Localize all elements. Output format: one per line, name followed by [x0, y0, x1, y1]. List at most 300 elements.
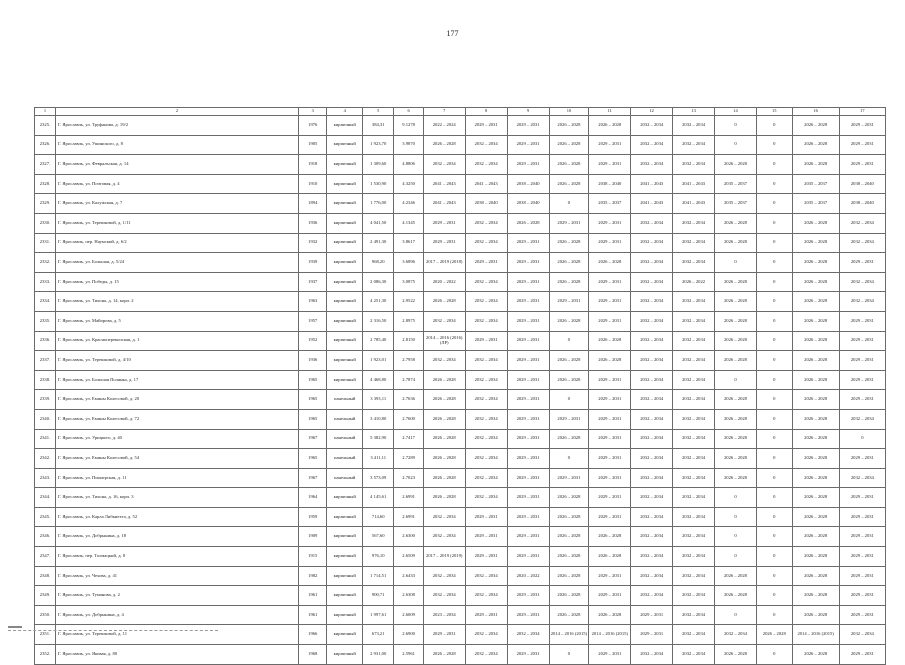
- table-cell: 2032 – 2034: [673, 468, 715, 488]
- table-cell: 2038 – 2040: [507, 194, 549, 214]
- table-cell: 2032 – 2034: [673, 213, 715, 233]
- table-cell: 3.8617: [394, 233, 423, 253]
- table-cell: 2029 – 2031: [589, 488, 631, 508]
- table-cell: 4 251,30: [363, 292, 394, 312]
- table-cell: 1936: [299, 213, 327, 233]
- table-cell: 2026 – 2028: [792, 645, 839, 665]
- table-cell: 2 316,50: [363, 311, 394, 331]
- table-cell: 2029 – 2031: [507, 370, 549, 390]
- table-cell: 1909: [299, 527, 327, 547]
- table-cell: 0: [756, 449, 792, 469]
- table-cell: 1 997,61: [363, 605, 394, 625]
- table-cell: 2032 – 2034: [423, 586, 465, 606]
- table-cell: 2032 – 2034: [631, 311, 673, 331]
- address-cell: Г. Ярославль, ул. Тихона, д. 14, корп. 2: [55, 292, 298, 312]
- table-cell: 1965: [299, 449, 327, 469]
- table-cell: 2026 – 2028: [549, 488, 589, 508]
- table-cell: 4.8806: [394, 155, 423, 175]
- table-cell: 2032 – 2034: [631, 213, 673, 233]
- table-cell: 2029 – 2031: [589, 311, 631, 331]
- table-cell: 1 923,70: [363, 135, 394, 155]
- address-cell: Г. Ярославль, пер. Толмацкий, д. 8: [55, 547, 298, 567]
- column-number-cell: 6: [394, 108, 423, 116]
- table-cell: 2029 – 2031: [507, 409, 549, 429]
- table-cell: 2029 – 2031: [839, 331, 885, 351]
- table-cell: 2.6509: [394, 547, 423, 567]
- table-cell: 2032 – 2034: [465, 429, 507, 449]
- table-cell: 2029 – 2031: [465, 547, 507, 567]
- table-cell: 2032 – 2034: [673, 429, 715, 449]
- table-cell: 3 573,09: [363, 468, 394, 488]
- table-cell: 2029 – 2031: [507, 527, 549, 547]
- table-cell: 2.6433: [394, 566, 423, 586]
- table-row: [35, 625, 886, 645]
- table-row: [35, 331, 886, 351]
- table-cell: 4.3250: [394, 174, 423, 194]
- table-cell: 2346.: [35, 527, 56, 547]
- table-cell: 0: [756, 507, 792, 527]
- table-cell: 2331.: [35, 233, 56, 253]
- table-cell: 2029 – 2031: [589, 213, 631, 233]
- table-cell: 2032 – 2034: [673, 253, 715, 273]
- address-cell: Г. Ярославль, ул. Урицкого, д. 40: [55, 429, 298, 449]
- table-cell: 2022 – 2024: [423, 116, 465, 136]
- table-cell: 2029 – 2031: [839, 645, 885, 665]
- table-cell: 2026 – 2028: [423, 429, 465, 449]
- table-cell: 2032 – 2034: [465, 566, 507, 586]
- table-cell: 2029 – 2031: [507, 488, 549, 508]
- table-cell: 3.6896: [394, 253, 423, 273]
- table-cell: 2026 – 2028: [792, 566, 839, 586]
- table-cell: 2041 – 2043: [465, 174, 507, 194]
- table-cell: 2032 – 2034: [673, 586, 715, 606]
- table-cell: 2029 – 2031: [549, 409, 589, 429]
- table-cell: кирпичный: [327, 194, 363, 214]
- column-number-row: [35, 108, 886, 116]
- table-cell: 0: [756, 409, 792, 429]
- address-cell: Г. Ярославль, ул. Яковая, д. 80: [55, 645, 298, 665]
- table-cell: 1982: [299, 566, 327, 586]
- table-cell: 2032 – 2034: [631, 116, 673, 136]
- table-cell: 2032 – 2034: [465, 292, 507, 312]
- table-cell: 0: [549, 331, 589, 351]
- table-cell: 2032 – 2034: [673, 135, 715, 155]
- table-cell: 2032 – 2034: [465, 155, 507, 175]
- table-cell: 2020 – 2022: [423, 272, 465, 292]
- table-cell: 2026 – 2028: [715, 233, 757, 253]
- table-cell: 2026 – 2028: [715, 390, 757, 410]
- table-row: [35, 311, 886, 331]
- address-cell: Г. Ярославль, пер. Наумский, д. 6/2: [55, 233, 298, 253]
- table-cell: 2029 – 2031: [839, 488, 885, 508]
- table-cell: 2023 – 2034: [423, 605, 465, 625]
- table-cell: 2029 – 2031: [839, 566, 885, 586]
- table-cell: 2029 – 2031: [507, 135, 549, 155]
- table-cell: 2029 – 2031: [839, 390, 885, 410]
- table-cell: 2029 – 2031: [507, 468, 549, 488]
- table-cell: 2.7636: [394, 390, 423, 410]
- table-cell: 2035 – 2037: [792, 194, 839, 214]
- table-cell: кирпичный: [327, 174, 363, 194]
- table-cell: 0: [715, 488, 757, 508]
- table-cell: 2026 – 2028: [715, 331, 757, 351]
- table-cell: 2026 – 2028: [423, 292, 465, 312]
- table-cell: 2026 – 2028: [792, 390, 839, 410]
- table-row: [35, 605, 886, 625]
- table-cell: 2032 – 2034: [631, 390, 673, 410]
- table-cell: 900,71: [363, 586, 394, 606]
- table-cell: 2038 – 2040: [839, 174, 885, 194]
- table-cell: 1963: [299, 292, 327, 312]
- table-cell: 0: [549, 390, 589, 410]
- table-cell: 0: [839, 429, 885, 449]
- table-cell: 2026 – 2028: [715, 409, 757, 429]
- address-cell: Г. Ярославль, ул. Емины Колесовой, д. 54: [55, 449, 298, 469]
- table-cell: 2032 – 2034: [423, 351, 465, 371]
- table-cell: панельный: [327, 429, 363, 449]
- table-cell: 2029 – 2031: [465, 527, 507, 547]
- table-cell: 2 491,30: [363, 233, 394, 253]
- table-cell: 2035 – 2037: [715, 174, 757, 194]
- column-number-cell: 2: [55, 108, 298, 116]
- table-cell: 2032 – 2034: [423, 566, 465, 586]
- table-cell: 2032 – 2034: [465, 351, 507, 371]
- table-cell: 714,60: [363, 507, 394, 527]
- table-cell: 2032 – 2034: [631, 449, 673, 469]
- table-cell: 2032 – 2034: [631, 233, 673, 253]
- table-row: [35, 488, 886, 508]
- column-number-cell: 16: [792, 108, 839, 116]
- table-cell: 2032 – 2034: [423, 527, 465, 547]
- table-cell: 2.5961: [394, 645, 423, 665]
- table-cell: 2336.: [35, 331, 56, 351]
- table-cell: 2351.: [35, 625, 56, 645]
- table-cell: 2026 – 2028: [423, 390, 465, 410]
- table-cell: 2026 – 2028: [792, 507, 839, 527]
- table-cell: 0: [756, 351, 792, 371]
- table-cell: кирпичный: [327, 116, 363, 136]
- table-cell: кирпичный: [327, 370, 363, 390]
- table-cell: 4.1345: [394, 213, 423, 233]
- table-cell: 1961: [299, 586, 327, 606]
- table-cell: кирпичный: [327, 253, 363, 273]
- address-cell: Г. Ярославль, ул. Добрынина, д. 4: [55, 605, 298, 625]
- table-cell: 2029 – 2031: [839, 311, 885, 331]
- table-cell: 1964: [299, 488, 327, 508]
- column-number-cell: 8: [465, 108, 507, 116]
- table-cell: 2026 – 2028: [423, 409, 465, 429]
- table-cell: 2032 – 2034: [465, 311, 507, 331]
- table-cell: 2032 – 2034: [631, 272, 673, 292]
- table-cell: 2026 – 2028: [589, 351, 631, 371]
- table-cell: 2032 – 2034: [631, 429, 673, 449]
- table-cell: 2352.: [35, 645, 56, 665]
- table-cell: 2032 – 2034: [631, 645, 673, 665]
- table-cell: 2029 – 2031: [549, 468, 589, 488]
- table-row: [35, 194, 886, 214]
- table-cell: 2026 – 2028: [792, 370, 839, 390]
- table-cell: 2026 – 2028: [715, 311, 757, 331]
- table-cell: 2038 – 2040: [507, 174, 549, 194]
- table-cell: 2029 – 2031: [507, 253, 549, 273]
- table-cell: 2026 – 2028: [549, 272, 589, 292]
- table-cell: 3 393,11: [363, 390, 394, 410]
- table-cell: 2.6009: [394, 605, 423, 625]
- table-cell: 2032 – 2034: [631, 370, 673, 390]
- table-cell: 2032 – 2034: [465, 370, 507, 390]
- table-cell: 2032 – 2034: [423, 507, 465, 527]
- table-cell: 0: [756, 547, 792, 567]
- table-cell: 2026 – 2028: [792, 409, 839, 429]
- table-cell: 2026 – 2028: [549, 429, 589, 449]
- table-cell: 2.6300: [394, 527, 423, 547]
- table-cell: 2026 – 2028: [589, 547, 631, 567]
- table-cell: 2026 – 2028: [549, 507, 589, 527]
- table-cell: 1905: [299, 135, 327, 155]
- table-cell: 2026 – 2028: [549, 116, 589, 136]
- table-cell: 2032 – 2034: [631, 468, 673, 488]
- table-cell: 2029 – 2031: [507, 116, 549, 136]
- table-cell: 4 041,50: [363, 213, 394, 233]
- table-cell: 0: [715, 605, 757, 625]
- table-cell: 2026 – 2028: [715, 566, 757, 586]
- table-cell: 2029 – 2031: [465, 253, 507, 273]
- table-cell: 0: [756, 116, 792, 136]
- table-cell: 2032 – 2034: [631, 488, 673, 508]
- table-cell: 1967: [299, 429, 327, 449]
- table-cell: 0: [756, 429, 792, 449]
- table-cell: 2026 – 2028: [715, 213, 757, 233]
- table-cell: 2.7874: [394, 370, 423, 390]
- table-cell: 2032 – 2034: [631, 155, 673, 175]
- table-cell: 2032 – 2034: [839, 272, 885, 292]
- table-cell: 2032 – 2034: [631, 409, 673, 429]
- address-cell: Г. Ярославль, ул. Добрынина, д. 18: [55, 527, 298, 547]
- table-cell: кирпичный: [327, 351, 363, 371]
- table-cell: 0: [756, 135, 792, 155]
- address-cell: Г. Ярославль, ул. Большая Полянка, д. 17: [55, 370, 298, 390]
- table-cell: 2020 – 2022: [507, 566, 549, 586]
- table-cell: 2335.: [35, 311, 56, 331]
- table-cell: 2029 – 2031: [839, 135, 885, 155]
- table-cell: 2032 – 2034: [839, 233, 885, 253]
- table-cell: 2029 – 2031: [465, 331, 507, 351]
- table-cell: 1 714,51: [363, 566, 394, 586]
- table-cell: 2032 – 2034: [839, 213, 885, 233]
- table-cell: 2026 – 2028: [792, 272, 839, 292]
- table-cell: 1918: [299, 155, 327, 175]
- table-cell: 2026 – 2028: [423, 488, 465, 508]
- table-cell: 0: [549, 645, 589, 665]
- address-cell: Г. Ярославль, ул. Терешковой, д. 1/11: [55, 213, 298, 233]
- table-cell: 2326.: [35, 135, 56, 155]
- table-cell: 2026 – 2028: [792, 233, 839, 253]
- table-cell: 2032 – 2034: [631, 566, 673, 586]
- table-cell: 2029 – 2031: [839, 527, 885, 547]
- table-cell: 2032 – 2034: [673, 116, 715, 136]
- footer-mark: [8, 626, 22, 628]
- table-cell: 2032 – 2034: [465, 468, 507, 488]
- table-cell: 2029 – 2031: [839, 253, 885, 273]
- table-cell: 2333.: [35, 272, 56, 292]
- table-cell: 1939: [299, 253, 327, 273]
- address-cell: Г. Ярославль, ул. Терешковой, д. 11: [55, 625, 298, 645]
- table-cell: 2029 – 2031: [507, 351, 549, 371]
- table-cell: 2032 – 2034: [465, 272, 507, 292]
- table-cell: кирпичный: [327, 272, 363, 292]
- table-cell: 976,10: [363, 547, 394, 567]
- table-cell: 2026 – 2028: [589, 605, 631, 625]
- housing-register-table: [34, 107, 886, 665]
- table-cell: 2.7958: [394, 351, 423, 371]
- table-cell: 2029 – 2031: [839, 547, 885, 567]
- table-cell: 2026 – 2028: [792, 547, 839, 567]
- table-cell: 2014 – 2016 (2015): [589, 625, 631, 645]
- table-cell: 2032 – 2034: [465, 409, 507, 429]
- table-cell: 2029 – 2031: [549, 292, 589, 312]
- table-cell: 2026 – 2028: [715, 449, 757, 469]
- table-cell: 2340.: [35, 409, 56, 429]
- table-cell: 0: [715, 527, 757, 547]
- table-cell: 2032 – 2034: [839, 468, 885, 488]
- table-cell: 2026 – 2028: [549, 174, 589, 194]
- table-cell: 2.6991: [394, 507, 423, 527]
- table-row: [35, 253, 886, 273]
- address-cell: Г. Ярославль, ул. Большая, д. 5/24: [55, 253, 298, 273]
- table-row: [35, 272, 886, 292]
- table-cell: 2026 – 2028: [549, 566, 589, 586]
- table-cell: 2014 – 2016 (2015): [549, 625, 589, 645]
- table-cell: 0: [756, 331, 792, 351]
- table-cell: 2347.: [35, 547, 56, 567]
- table-row: [35, 174, 886, 194]
- page-number: 177: [446, 29, 459, 38]
- table-cell: 0: [756, 272, 792, 292]
- table-cell: 2338.: [35, 370, 56, 390]
- table-row: [35, 116, 886, 136]
- table-cell: 2026 – 2028: [715, 645, 757, 665]
- address-cell: Г. Ярославль, ул. Труфанова, д. 19/2: [55, 116, 298, 136]
- table-cell: 2026 – 2028: [756, 625, 792, 645]
- column-number-cell: 4: [327, 108, 363, 116]
- table-cell: 1966: [299, 625, 327, 645]
- table-cell: 2029 – 2031: [507, 586, 549, 606]
- table-cell: 2339.: [35, 390, 56, 410]
- table-cell: 2029 – 2031: [465, 605, 507, 625]
- table-cell: 2032 – 2034: [673, 507, 715, 527]
- table-cell: 2026 – 2028: [423, 645, 465, 665]
- table-cell: 1 923,01: [363, 351, 394, 371]
- column-number-cell: 13: [673, 108, 715, 116]
- table-cell: 2032 – 2034: [839, 292, 885, 312]
- table-cell: 2026 – 2028: [715, 155, 757, 175]
- table-cell: 2026 – 2028: [549, 155, 589, 175]
- table-cell: 0: [549, 194, 589, 214]
- table-cell: 2328.: [35, 174, 56, 194]
- table-cell: 2345.: [35, 507, 56, 527]
- table-cell: 0: [549, 449, 589, 469]
- table-cell: 2041 – 2043: [673, 174, 715, 194]
- table-cell: 4 145,61: [363, 488, 394, 508]
- table-cell: 2026 – 2028: [715, 586, 757, 606]
- table-cell: 2349.: [35, 586, 56, 606]
- column-number-cell: 3: [299, 108, 327, 116]
- table-cell: 0: [756, 527, 792, 547]
- address-cell: Г. Ярославль, ул. Калужская, д. 7: [55, 194, 298, 214]
- column-number-cell: 5: [363, 108, 394, 116]
- table-cell: 0: [756, 390, 792, 410]
- table-cell: 2026 – 2028: [549, 527, 589, 547]
- table-row: [35, 566, 886, 586]
- table-cell: 2032 – 2034: [673, 351, 715, 371]
- table-cell: кирпичный: [327, 213, 363, 233]
- table-cell: 2032 – 2034: [673, 155, 715, 175]
- table-cell: 2026 – 2028: [549, 547, 589, 567]
- table-cell: 2041 – 2043: [423, 174, 465, 194]
- table-cell: 2032 – 2034: [423, 311, 465, 331]
- table-row: [35, 135, 886, 155]
- table-cell: 2350.: [35, 605, 56, 625]
- table-cell: 2029 – 2031: [589, 390, 631, 410]
- table-cell: 2026 – 2028: [792, 468, 839, 488]
- table-cell: 2026 – 2028: [715, 468, 757, 488]
- table-cell: 2032 – 2034: [631, 351, 673, 371]
- table-cell: 2038 – 2040: [589, 174, 631, 194]
- table-cell: 2029 – 2031: [631, 625, 673, 645]
- table-cell: 2032 – 2034: [673, 292, 715, 312]
- table-cell: 0: [756, 233, 792, 253]
- table-cell: 2029 – 2031: [589, 449, 631, 469]
- table-cell: 2026 – 2028: [549, 135, 589, 155]
- table-cell: 2032 – 2034: [465, 390, 507, 410]
- table-cell: 2026 – 2028: [792, 449, 839, 469]
- table-cell: 2327.: [35, 155, 56, 175]
- table-cell: 384,31: [363, 116, 394, 136]
- table-cell: 0: [715, 507, 757, 527]
- table-cell: 0: [756, 155, 792, 175]
- table-cell: 2032 – 2034: [631, 527, 673, 547]
- table-row: [35, 527, 886, 547]
- table-cell: 2026 – 2028: [792, 605, 839, 625]
- table-cell: 2035 – 2037: [792, 174, 839, 194]
- table-cell: 2032 – 2034: [673, 449, 715, 469]
- table-cell: 1976: [299, 116, 327, 136]
- column-number-cell: 17: [839, 108, 885, 116]
- table-cell: 2026 – 2028: [715, 272, 757, 292]
- address-cell: Г. Ярославль, ул. Туманова, д. 2: [55, 586, 298, 606]
- table-cell: 2035 – 2037: [715, 194, 757, 214]
- table-cell: 0: [715, 116, 757, 136]
- table-cell: 2029 – 2031: [465, 116, 507, 136]
- table-cell: 2032 – 2034: [673, 331, 715, 351]
- table-cell: 2029 – 2031: [631, 605, 673, 625]
- table-cell: 2041 – 2043: [673, 194, 715, 214]
- table-cell: 2026 – 2028: [792, 351, 839, 371]
- table-cell: 0: [756, 586, 792, 606]
- column-number-cell: 1: [35, 108, 56, 116]
- table-cell: 1932: [299, 233, 327, 253]
- table-cell: кирпичный: [327, 311, 363, 331]
- table-cell: 2029 – 2031: [589, 370, 631, 390]
- table-cell: кирпичный: [327, 625, 363, 645]
- table-cell: 2029 – 2031: [839, 116, 885, 136]
- table-cell: 0: [715, 253, 757, 273]
- table-cell: 2026 – 2028: [423, 468, 465, 488]
- table-cell: 2032 – 2034: [673, 645, 715, 665]
- table-cell: 1967: [299, 468, 327, 488]
- table-cell: кирпичный: [327, 566, 363, 586]
- table-cell: 2026 – 2028: [589, 116, 631, 136]
